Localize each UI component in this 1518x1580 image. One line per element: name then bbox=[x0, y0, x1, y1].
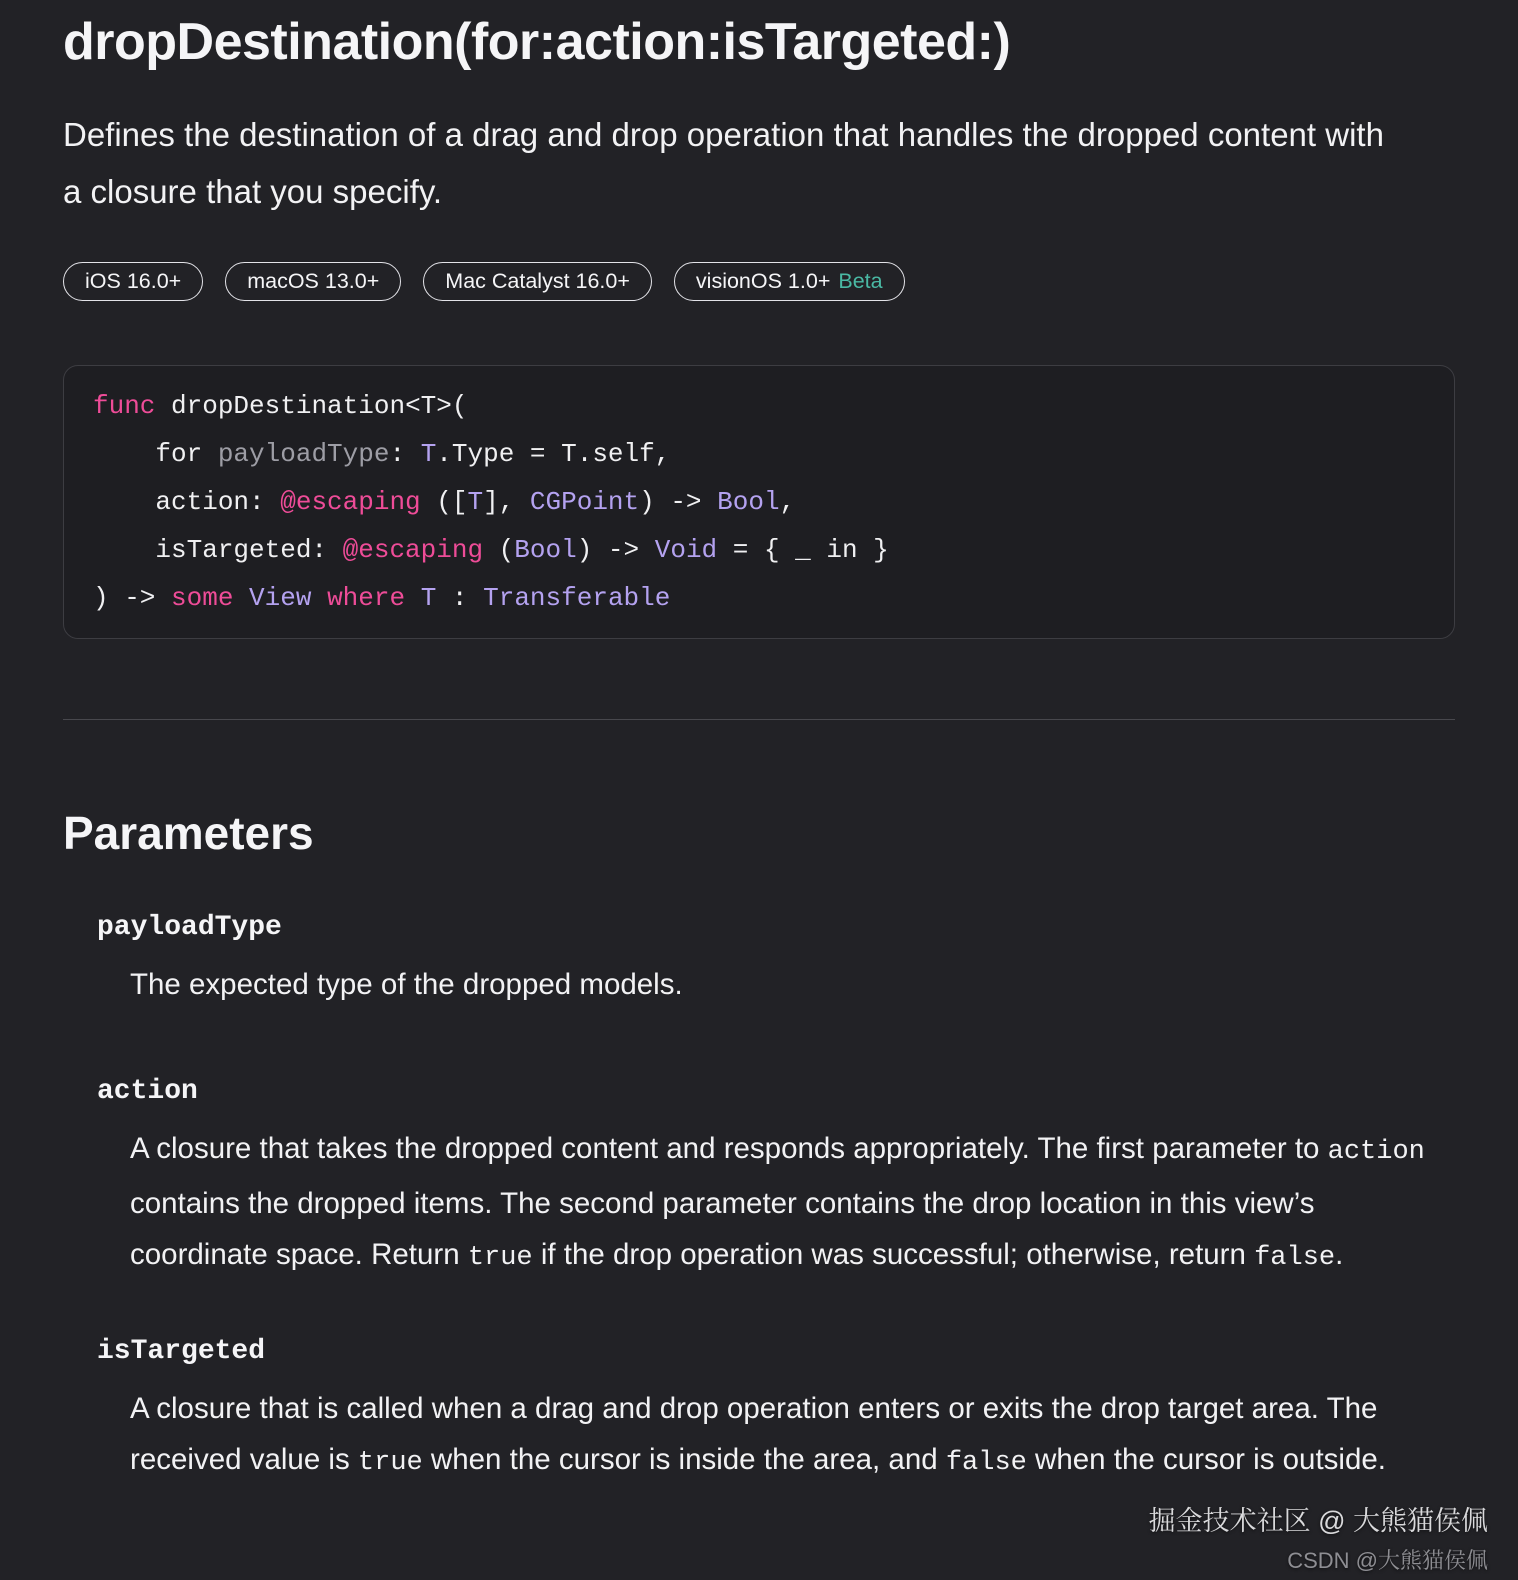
badge-macos-label: macOS 13.0+ bbox=[247, 269, 380, 293]
parameter-desc-payloadtype: The expected type of the dropped models. bbox=[130, 968, 683, 1001]
parameter-desc-action: A closure that takes the dropped content and responds appropriately. The first parameter to action contains the dropped items. The second parameter contains the drop location in this view’s coordinate space. Return true if the drop operation was successful; otherwise, return false. bbox=[130, 1132, 1425, 1273]
code-line: action: @escaping ([T], CGPoint) -> Bool, bbox=[93, 487, 796, 517]
badge-macos bbox=[225, 262, 401, 301]
code-line: func dropDestination<T>( bbox=[93, 391, 468, 421]
section-divider bbox=[63, 719, 1455, 720]
badge-visionos-label: visionOS 1.0+ bbox=[695, 269, 831, 293]
watermark-csdn: CSDN @大熊猫侯佩 bbox=[1287, 1548, 1488, 1573]
parameter-istargeted bbox=[63, 1336, 1455, 1489]
documentation-page bbox=[0, 12, 1518, 1489]
parameter-name-action: action bbox=[97, 1076, 198, 1107]
badge-mac-catalyst-label: Mac Catalyst 16.0+ bbox=[445, 269, 630, 293]
parameter-name-payloadtype: payloadType bbox=[97, 912, 282, 943]
badge-mac-catalyst bbox=[423, 262, 652, 301]
badge-ios-label: iOS 16.0+ bbox=[85, 269, 182, 293]
code-line: isTargeted: @escaping (Bool) -> Void = { _ in } bbox=[93, 535, 889, 565]
platform-badges bbox=[63, 262, 1455, 301]
code-line: ) -> some View where T : Transferable bbox=[93, 583, 671, 613]
code-line: for payloadType: T.Type = T.self, bbox=[93, 439, 671, 469]
parameter-action bbox=[63, 1076, 1455, 1284]
watermark-juejin: 掘金技术社区 @ 大熊猫侯佩 bbox=[1148, 1506, 1488, 1536]
parameter-desc-istargeted: A closure that is called when a drag and drop operation enters or exits the drop target area. The received value is true when the cursor is inside the area, and false when the cursor is outside. bbox=[130, 1392, 1386, 1478]
page-title: dropDestination(for:action:isTargeted:) bbox=[63, 13, 1011, 71]
parameter-name-istargeted: isTargeted bbox=[97, 1336, 266, 1367]
beta-badge-label: Beta bbox=[838, 269, 883, 293]
abstract-text: Defines the destination of a drag and drop operation that handles the dropped content with a closure that you specify. bbox=[63, 116, 1384, 210]
watermark bbox=[1149, 1499, 1488, 1575]
badge-ios bbox=[63, 262, 203, 301]
declaration-code-block bbox=[63, 365, 1455, 639]
badge-visionos bbox=[674, 262, 905, 301]
parameter-payloadtype bbox=[63, 912, 1455, 1010]
parameters-heading: Parameters bbox=[63, 807, 314, 859]
